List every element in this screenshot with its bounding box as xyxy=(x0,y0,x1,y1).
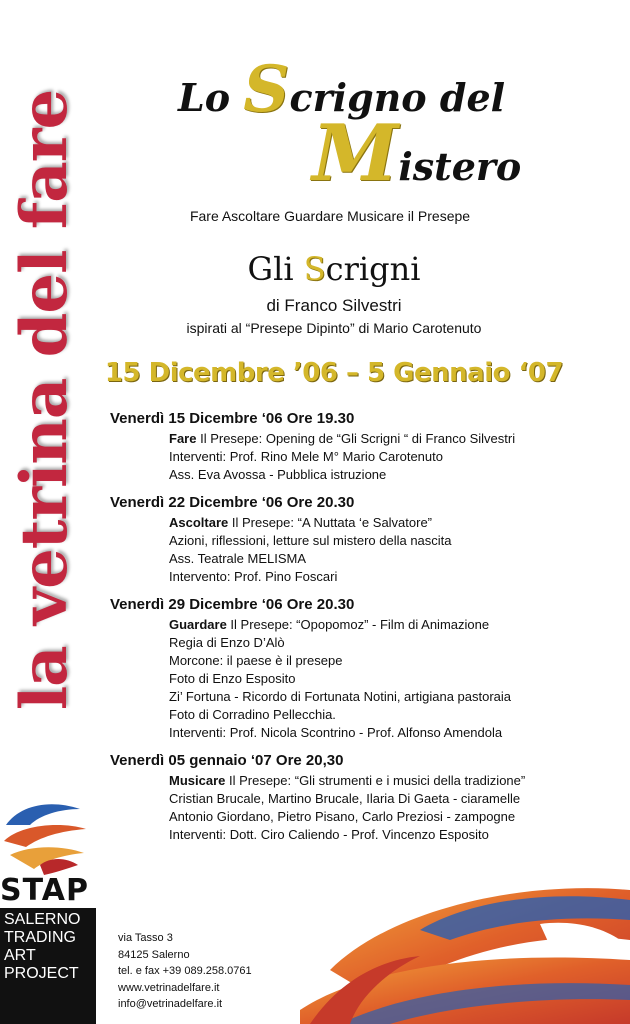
event-line: Foto di Enzo Esposito xyxy=(169,671,296,686)
event-line: Regia di Enzo D’Alò xyxy=(169,635,285,650)
subtitle: Fare Ascoltare Guardare Musicare il Presepe xyxy=(189,208,471,224)
event-line: Interventi: Prof. Rino Mele M° Mario Carotenuto xyxy=(169,449,443,464)
title-prefix: Lo xyxy=(178,75,244,120)
stap-line: ART xyxy=(4,947,36,964)
event-heading: Venerdì 05 gennaio ‘07 Ore 20,30 xyxy=(110,752,344,769)
stap-line: SALERNO xyxy=(4,911,81,928)
address-street: via Tasso 3 xyxy=(118,932,173,944)
event-details xyxy=(110,616,610,742)
website-link[interactable]: www.vetrinadelfare.it xyxy=(118,981,220,994)
event-line: Il Presepe: “Opopomoz” - Film di Animazione xyxy=(226,617,490,632)
title-rest-2: istero xyxy=(398,144,522,189)
event-keyword: Ascoltare xyxy=(169,515,229,530)
event-line: Morcone: il paese è il presepe xyxy=(169,653,343,668)
date-range: 15 Dicembre ’06 – 5 Gennaio ‘07 xyxy=(104,358,564,388)
event-line: Cristian Brucale, Martino Brucale, Ilaria Di Gaeta - ciaramelle xyxy=(169,791,521,806)
event-line: Il Presepe: “Gli strumenti e i musici della tradizione” xyxy=(225,773,526,788)
title-rest-1: crigno del xyxy=(289,75,506,120)
inspired-by: ispirati al “Presepe Dipinto” di Mario Carotenuto xyxy=(186,320,482,336)
phone-fax: tel. e fax +39 089.258.0761 xyxy=(118,965,252,977)
contact-block xyxy=(118,930,252,1013)
event-list xyxy=(110,410,610,854)
event-line: Interventi: Prof. Nicola Scontrino - Prof. Alfonso Amendola xyxy=(169,725,503,740)
stap-logo-text: STAP xyxy=(0,873,89,908)
event-1 xyxy=(110,410,610,484)
title-initial-s: S xyxy=(243,52,290,127)
stap-hand-logo-icon xyxy=(0,795,96,875)
stap-line: PROJECT xyxy=(4,965,79,982)
event-heading: Venerdì 29 Dicembre ‘06 Ore 20.30 xyxy=(110,596,355,613)
decorative-swirl-icon xyxy=(300,860,630,1024)
event-2 xyxy=(110,494,610,586)
section-title-initial: S xyxy=(303,250,326,288)
event-heading: Venerdì 22 Dicembre ‘06 Ore 20.30 xyxy=(110,494,355,511)
event-line: Interventi: Dott. Ciro Caliendo - Prof. Vincenzo Esposito xyxy=(169,827,489,842)
section-title-b: crigni xyxy=(325,250,421,288)
event-line: Antonio Giordano, Pietro Pisano, Carlo Preziosi - zampogne xyxy=(169,809,516,824)
event-line: Azioni, riflessioni, letture sul mistero della nascita xyxy=(169,533,452,548)
event-heading: Venerdì 15 Dicembre ‘06 Ore 19.30 xyxy=(110,410,355,427)
event-4 xyxy=(110,752,610,844)
stap-logo-subtitle xyxy=(0,908,96,1024)
stap-line: TRADING xyxy=(4,929,76,946)
event-line: Il Presepe: Opening de “Gli Scrigni “ di Franco Silvestri xyxy=(196,431,516,446)
address-city: 84125 Salerno xyxy=(118,948,190,961)
title-line-2 xyxy=(312,108,521,199)
event-keyword: Fare xyxy=(169,431,197,446)
event-line: Ass. Teatrale MELISMA xyxy=(169,551,307,566)
event-line: Ass. Eva Avossa - Pubblica istruzione xyxy=(169,467,387,482)
event-line: Foto di Corradino Pellecchia. xyxy=(169,707,336,722)
event-line: Il Presepe: “A Nuttata ‘e Salvatore” xyxy=(228,515,433,530)
event-line: Intervento: Prof. Pino Foscari xyxy=(169,569,338,584)
title-initial-m: M xyxy=(312,108,399,199)
section-title xyxy=(0,250,630,288)
event-details xyxy=(110,430,610,484)
event-details xyxy=(110,514,610,586)
event-line: Zi’ Fortuna - Ricordo di Fortunata Notini, artigiana pastoraia xyxy=(169,689,512,704)
author: di Franco Silvestri xyxy=(266,296,402,315)
vertical-brand-text: la vetrina del fare xyxy=(7,89,82,711)
event-details xyxy=(110,772,610,844)
section-title-a: Gli xyxy=(247,250,304,288)
event-keyword: Musicare xyxy=(169,773,226,788)
event-3 xyxy=(110,596,610,742)
email-link[interactable]: info@vetrinadelfare.it xyxy=(118,998,223,1010)
event-keyword: Guardare xyxy=(169,617,227,632)
